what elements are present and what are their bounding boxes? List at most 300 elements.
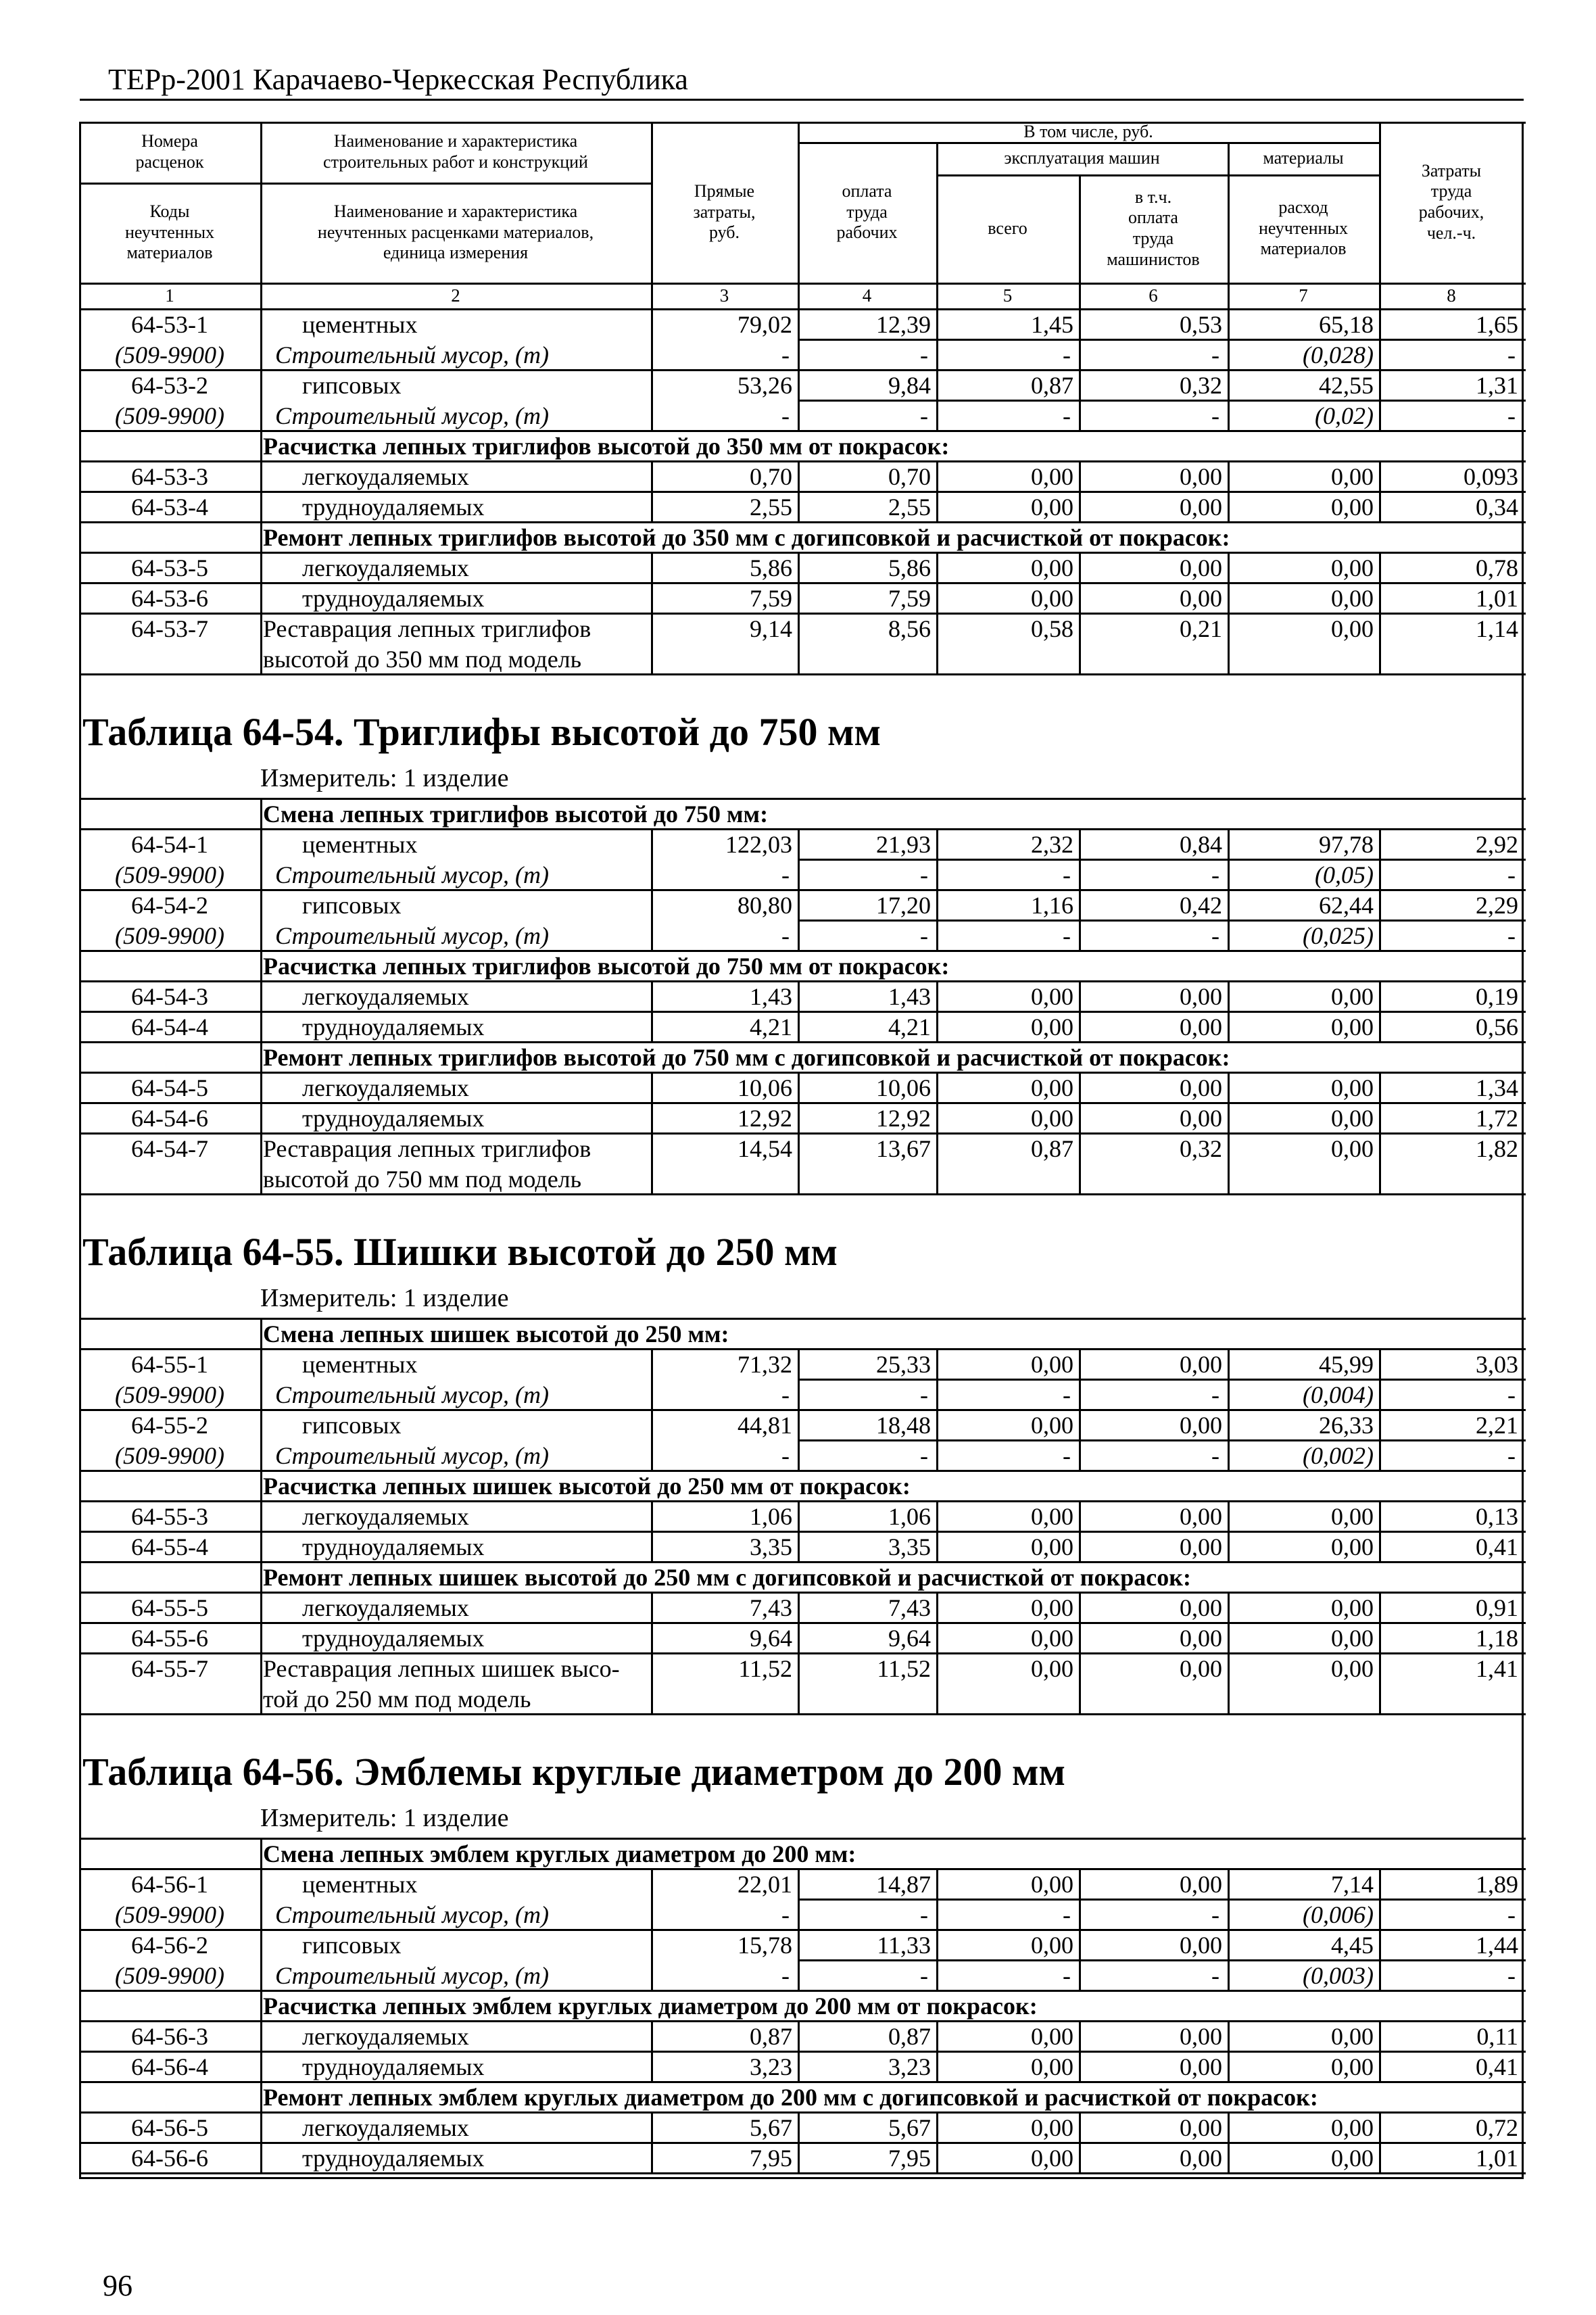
rule-v [1079, 613, 1081, 673]
rule-v [936, 1500, 938, 1531]
rate-code: 64-56-5 [131, 2114, 208, 2141]
rule-h [798, 339, 1526, 341]
rule-v [1228, 460, 1230, 491]
value-col-6: - [1211, 861, 1219, 888]
work-name: легкоудаляемых [302, 983, 469, 1010]
value-col-5: - [1063, 402, 1071, 429]
rule-v [1228, 491, 1230, 521]
header-name-bottom: Наименование и характеристика неучтенных расценками материалов, единица измерения [317, 201, 594, 263]
rule-v [260, 613, 262, 673]
rule-v [1379, 2142, 1381, 2172]
rule-v [1379, 2020, 1381, 2051]
rule-v [1379, 400, 1381, 430]
rule-h [79, 1929, 1526, 1931]
rule-v [798, 1348, 800, 1379]
value-col-4: - [920, 861, 928, 888]
value-col-7: 0,00 [1331, 983, 1374, 1010]
rule-h [79, 1622, 1526, 1624]
work-name: гипсовых [302, 1932, 402, 1959]
value-col-4: 14,87 [876, 1871, 931, 1898]
value-col-3: 0,87 [750, 2023, 792, 2050]
rule-v [651, 1929, 653, 1959]
rule-h [79, 673, 1526, 675]
rule-v [260, 1072, 262, 1102]
value-col-7: 65,18 [1319, 311, 1374, 338]
material-code: (509-9900) [115, 341, 224, 368]
rule-v [936, 613, 938, 673]
value-col-4: - [920, 1962, 928, 1989]
rule-v [651, 889, 653, 920]
value-col-5: - [1063, 1901, 1071, 1928]
value-col-5: 0,00 [1031, 554, 1073, 581]
rule-v [651, 1072, 653, 1102]
value-col-8: 1,72 [1476, 1105, 1518, 1132]
value-col-3: 15,78 [737, 1932, 792, 1959]
rule-v [260, 339, 262, 369]
value-col-7: 0,00 [1331, 1074, 1374, 1101]
rule-v [798, 369, 800, 400]
rule-v [1228, 552, 1230, 582]
rule-v [1379, 1011, 1381, 1041]
rule-v [798, 1132, 800, 1193]
group-heading: Ремонт лепных шишек высотой до 250 мм с догипсовкой и расчисткой от покрасок: [263, 1564, 1191, 1591]
value-col-5: 0,00 [1031, 1013, 1073, 1041]
value-col-8: 0,56 [1476, 1013, 1518, 1041]
value-col-4: 9,84 [888, 372, 931, 399]
value-col-6: 0,00 [1180, 1503, 1222, 1530]
value-col-5: 0,00 [1031, 1871, 1073, 1898]
rule-v [1379, 460, 1381, 491]
rule-h [79, 1470, 1526, 1472]
value-col-5: 0,58 [1031, 615, 1073, 642]
value-col-6: 0,32 [1180, 1135, 1222, 1162]
value-col-5: 1,16 [1031, 892, 1073, 919]
rule-v [1079, 1500, 1081, 1531]
rule-v [651, 2020, 653, 2051]
rule-v [651, 1348, 653, 1379]
value-col-8: 1,31 [1476, 372, 1518, 399]
rule-v [260, 859, 262, 889]
rate-code: 64-55-1 [131, 1351, 208, 1378]
rule-v [260, 2020, 262, 2051]
rule-v [936, 1072, 938, 1102]
value-col-3: 5,67 [750, 2114, 792, 2141]
value-col-4: 1,06 [888, 1503, 931, 1530]
value-col-4: 1,43 [888, 983, 931, 1010]
value-col-7: 4,45 [1331, 1932, 1374, 1959]
value-col-6: 0,00 [1180, 494, 1222, 521]
rule-v [1228, 980, 1230, 1011]
rule-v [260, 430, 262, 460]
rule-v [1228, 1132, 1230, 1193]
value-col-5: 0,00 [1031, 1932, 1073, 1959]
rule-v [1079, 552, 1081, 582]
material-code: (509-9900) [115, 861, 224, 888]
rule-v [260, 828, 262, 859]
material-code: (509-9900) [115, 1901, 224, 1928]
rule-h [798, 400, 1526, 402]
value-col-4: 21,93 [876, 831, 931, 858]
rule-v [1379, 1348, 1381, 1379]
rule-v [651, 308, 653, 339]
value-col-5: - [1063, 922, 1071, 949]
rule-h [79, 552, 1526, 554]
rule-v [260, 1102, 262, 1132]
value-col-6: 0,00 [1180, 1594, 1222, 1621]
rule-v [798, 920, 800, 950]
value-col-8: - [1507, 1381, 1516, 1408]
rule-h [79, 460, 1526, 462]
material-name: Строительный мусор, (т) [275, 922, 549, 949]
material-code: (509-9900) [115, 1381, 224, 1408]
rule-v [936, 308, 938, 339]
value-col-7: (0,002) [1303, 1442, 1374, 1469]
value-col-5: - [1063, 341, 1071, 368]
value-col-8: - [1507, 1442, 1516, 1469]
value-col-3: - [781, 861, 790, 888]
group-heading: Ремонт лепных триглифов высотой до 750 мм с догипсовкой и расчисткой от покрасок: [263, 1044, 1230, 1071]
rule-v [798, 2051, 800, 2081]
rule-v [651, 1500, 653, 1531]
rule-v [936, 1929, 938, 1959]
value-col-8: 1,41 [1476, 1655, 1518, 1682]
value-col-6: - [1211, 1381, 1219, 1408]
value-col-6: 0,00 [1180, 983, 1222, 1010]
rule-v [1079, 1132, 1081, 1193]
rate-code: 64-53-7 [131, 615, 208, 642]
value-col-3: 4,21 [750, 1013, 792, 1041]
rule-v [798, 582, 800, 613]
value-col-4: 7,43 [888, 1594, 931, 1621]
rule-v [798, 2142, 800, 2172]
rule-v [651, 980, 653, 1011]
rule-v [1228, 1011, 1230, 1041]
value-col-4: - [920, 1442, 928, 1469]
value-col-8: 1,82 [1476, 1135, 1518, 1162]
rule-h [79, 1193, 1526, 1195]
rule-v [651, 1409, 653, 1439]
work-name: трудноудаляемых [302, 2145, 485, 2172]
rule-v [260, 1990, 262, 2020]
rule-v [651, 1439, 653, 1470]
value-col-6: - [1211, 922, 1219, 949]
rule-h [79, 2020, 1526, 2022]
work-name: трудноудаляемых [302, 1013, 485, 1041]
header-code-bottom: Коды неучтенных материалов [124, 201, 215, 263]
rule-v [936, 2020, 938, 2051]
work-name: легкоудаляемых [302, 554, 469, 581]
value-col-8: 1,14 [1476, 615, 1518, 642]
value-col-7: 0,00 [1331, 1625, 1374, 1652]
rule-v [1228, 613, 1230, 673]
rule-v [1228, 2142, 1230, 2172]
value-col-7: (0,004) [1303, 1381, 1374, 1408]
value-col-5: 0,00 [1031, 585, 1073, 612]
rule-v [1228, 369, 1230, 400]
group-heading: Ремонт лепных триглифов высотой до 350 мм с догипсовкой и расчисткой от покрасок: [263, 524, 1230, 551]
rule-v [1079, 1072, 1081, 1102]
rule-v [936, 1348, 938, 1379]
rule-h [79, 889, 1526, 891]
rule-h [79, 1318, 1526, 1320]
rule-h [79, 2172, 1526, 2174]
material-name: Строительный мусор, (т) [275, 1381, 549, 1408]
rule-v [798, 400, 800, 430]
rule-v [651, 1652, 653, 1713]
rule-v [798, 1011, 800, 1041]
value-col-3: - [781, 1442, 790, 1469]
rule-h [79, 1531, 1526, 1533]
header-machines: эксплуатация машин [1004, 147, 1160, 168]
rule-v [1228, 1592, 1230, 1622]
rule-v [1079, 369, 1081, 400]
value-col-5: 0,00 [1031, 2053, 1073, 2080]
value-col-6: 0,00 [1180, 2114, 1222, 2141]
value-col-4: 7,59 [888, 585, 931, 612]
value-col-6: - [1211, 402, 1219, 429]
measure-unit: Измеритель: 1 изделие [260, 1284, 509, 1312]
value-col-7: 0,00 [1331, 1655, 1374, 1682]
value-col-6: 0,84 [1180, 831, 1222, 858]
rule-v [260, 1500, 262, 1531]
group-heading: Смена лепных триглифов высотой до 750 мм: [263, 801, 769, 828]
work-name: легкоудаляемых [302, 1594, 469, 1621]
rule-v [1228, 339, 1230, 369]
group-heading: Ремонт лепных эмблем круглых диаметром до 200 мм с догипсовкой и расчисткой от покрасок: [263, 2084, 1318, 2111]
value-col-5: - [1063, 1381, 1071, 1408]
column-number: 6 [1148, 285, 1158, 306]
rule-v [1379, 920, 1381, 950]
rule-h [79, 798, 1526, 800]
value-col-7: 7,14 [1331, 1871, 1374, 1898]
rule-v [1379, 1531, 1381, 1561]
value-col-8: - [1507, 1901, 1516, 1928]
value-col-3: 7,95 [750, 2145, 792, 2172]
rule-v [651, 1531, 653, 1561]
rule-v [651, 1379, 653, 1409]
table-title: Таблица 64-55. Шишки высотой до 250 мм [82, 1230, 838, 1274]
column-number: 2 [451, 285, 460, 306]
group-heading: Расчистка лепных триглифов высотой до 750 мм от покрасок: [263, 953, 950, 980]
header-total: всего [988, 218, 1027, 238]
rule-v [1079, 1652, 1081, 1713]
value-col-3: 9,64 [750, 1625, 792, 1652]
value-col-7: (0,006) [1303, 1901, 1374, 1928]
rule-v [1079, 889, 1081, 920]
column-number: 3 [719, 285, 729, 306]
rule-v [1079, 1959, 1081, 1990]
rule-v [936, 1102, 938, 1132]
rule-v [1379, 582, 1381, 613]
rule-v [1379, 828, 1381, 859]
value-col-4: 10,06 [876, 1074, 931, 1101]
rule-v [260, 1470, 262, 1500]
rule-v [1228, 1899, 1230, 1929]
value-col-7: 0,00 [1331, 554, 1374, 581]
rule-h [798, 859, 1526, 861]
rule-v [1379, 1592, 1381, 1622]
work-name: трудноудаляемых [302, 2053, 485, 2080]
rate-code: 64-55-7 [131, 1655, 208, 1682]
rule-v [936, 1439, 938, 1470]
rule-v [798, 1929, 800, 1959]
header-mat-expense: расход неучтенных материалов [1258, 197, 1349, 259]
value-col-6: 0,00 [1180, 463, 1222, 490]
rule-v [1228, 308, 1230, 339]
work-name: легкоудаляемых [302, 1503, 469, 1530]
rule-h [79, 1713, 1526, 1715]
header-rule [80, 99, 1524, 101]
work-name: трудноудаляемых [302, 1105, 485, 1132]
rule-v [1228, 582, 1230, 613]
rule-v [1228, 400, 1230, 430]
running-header: ТЕРр-2001 Карачаево-Черкесская Республика [108, 63, 688, 96]
rule-v [1079, 828, 1081, 859]
value-col-4: 7,95 [888, 2145, 931, 2172]
rule-v [1079, 400, 1081, 430]
value-col-5: 0,00 [1031, 1625, 1073, 1652]
rule-v [651, 460, 653, 491]
value-col-4: 17,20 [876, 892, 931, 919]
value-col-4: 0,70 [888, 463, 931, 490]
value-col-8: 1,89 [1476, 1871, 1518, 1898]
material-code: (509-9900) [115, 402, 224, 429]
rule-v [651, 1132, 653, 1193]
value-col-6: 0,00 [1180, 2023, 1222, 2050]
value-col-6: 0,00 [1180, 554, 1222, 581]
header-incl: В том числе, руб. [1023, 121, 1153, 141]
rule-v [1228, 1072, 1230, 1102]
value-col-3: 3,23 [750, 2053, 792, 2080]
value-col-7: (0,003) [1303, 1962, 1374, 1989]
value-col-4: 11,52 [877, 1655, 931, 1682]
group-heading: Расчистка лепных эмблем круглых диаметром до 200 мм от покрасок: [263, 1992, 1038, 2020]
value-col-6: 0,00 [1180, 2053, 1222, 2080]
value-col-6: 0,00 [1180, 1655, 1222, 1682]
rule-v [798, 1622, 800, 1652]
value-col-8: 2,29 [1476, 892, 1518, 919]
rule-v [1228, 1622, 1230, 1652]
work-name: цементных [302, 831, 418, 858]
value-col-6: 0,32 [1180, 372, 1222, 399]
rule-v [260, 1132, 262, 1193]
rule-v [651, 1011, 653, 1041]
rule-v [936, 1409, 938, 1439]
rule-h [798, 1959, 1526, 1961]
rule-v [798, 1592, 800, 1622]
value-col-4: 9,64 [888, 1625, 931, 1652]
rule-v [936, 1622, 938, 1652]
value-col-3: 2,55 [750, 494, 792, 521]
rule-v [1228, 1348, 1230, 1379]
value-col-8: 0,91 [1476, 1594, 1518, 1621]
rate-code: 64-56-6 [131, 2145, 208, 2172]
rule-v [651, 1899, 653, 1929]
material-name: Строительный мусор, (т) [275, 861, 549, 888]
rule-v [1379, 1132, 1381, 1193]
rule-v [260, 582, 262, 613]
measure-unit: Измеритель: 1 изделие [260, 764, 509, 792]
value-col-7: 62,44 [1319, 892, 1374, 919]
rule-h [79, 1838, 1526, 1840]
value-col-5: 0,00 [1031, 1594, 1073, 1621]
rule-h [79, 521, 1526, 523]
value-col-6: 0,00 [1180, 585, 1222, 612]
value-col-5: 0,00 [1031, 1533, 1073, 1560]
value-col-7: 0,00 [1331, 2023, 1374, 2050]
work-name: гипсовых [302, 892, 402, 919]
value-col-8: - [1507, 341, 1516, 368]
rule-v [1079, 460, 1081, 491]
value-col-5: 0,00 [1031, 494, 1073, 521]
value-col-5: - [1063, 1962, 1071, 1989]
rule-v [260, 920, 262, 950]
rule-v [1228, 1379, 1230, 1409]
rule-v [260, 369, 262, 400]
rule-h [79, 1990, 1526, 1992]
rule-h [79, 1592, 1526, 1594]
rule-v [936, 2111, 938, 2142]
value-col-3: 14,54 [737, 1135, 792, 1162]
rule-v [1228, 920, 1230, 950]
rule-v [1379, 889, 1381, 920]
value-col-7: 42,55 [1319, 372, 1374, 399]
value-col-7: (0,02) [1315, 402, 1374, 429]
value-col-4: - [920, 1381, 928, 1408]
rule-v [1379, 369, 1381, 400]
work-name: трудноудаляемых [302, 494, 485, 521]
value-col-4: 11,33 [877, 1932, 931, 1959]
rule-v [936, 859, 938, 889]
work-name: трудноудаляемых [302, 1533, 485, 1560]
value-col-7: (0,028) [1303, 341, 1374, 368]
rule-v [1079, 2111, 1081, 2142]
rule-v [260, 1561, 262, 1592]
rule-v [260, 1318, 262, 1348]
rule-v [1379, 1102, 1381, 1132]
rate-code: 64-56-4 [131, 2053, 208, 2080]
value-col-5: 0,00 [1031, 1655, 1073, 1682]
rule-h [79, 1132, 1526, 1135]
value-col-7: 0,00 [1331, 2114, 1374, 2141]
value-col-5: 0,00 [1031, 2023, 1073, 2050]
value-col-3: 80,80 [737, 892, 792, 919]
value-col-7: (0,025) [1303, 922, 1374, 949]
rule-v [798, 1899, 800, 1929]
rule-v [1079, 2142, 1081, 2172]
material-name: Строительный мусор, (т) [275, 341, 549, 368]
rule-v [798, 1439, 800, 1470]
table-title: Таблица 64-54. Триглифы высотой до 750 мм [82, 710, 881, 754]
rule-v [1228, 859, 1230, 889]
value-col-8: - [1507, 402, 1516, 429]
work-name: Реставрация лепных триглифов [263, 1135, 591, 1162]
rule-v [1079, 1379, 1081, 1409]
rule-v [936, 1379, 938, 1409]
value-col-3: 7,43 [750, 1594, 792, 1621]
rule-h [79, 2051, 1526, 2053]
rule-v [936, 889, 938, 920]
rule-v [1379, 491, 1381, 521]
rule-h [79, 283, 1526, 285]
rule-v [1079, 1899, 1081, 1929]
value-col-3: 22,01 [737, 1871, 792, 1898]
rule-h [79, 1072, 1526, 1074]
rate-code: 64-53-6 [131, 585, 208, 612]
work-name: легкоудаляемых [302, 2114, 469, 2141]
rule-v [1228, 2020, 1230, 2051]
rule-h [79, 950, 1526, 952]
